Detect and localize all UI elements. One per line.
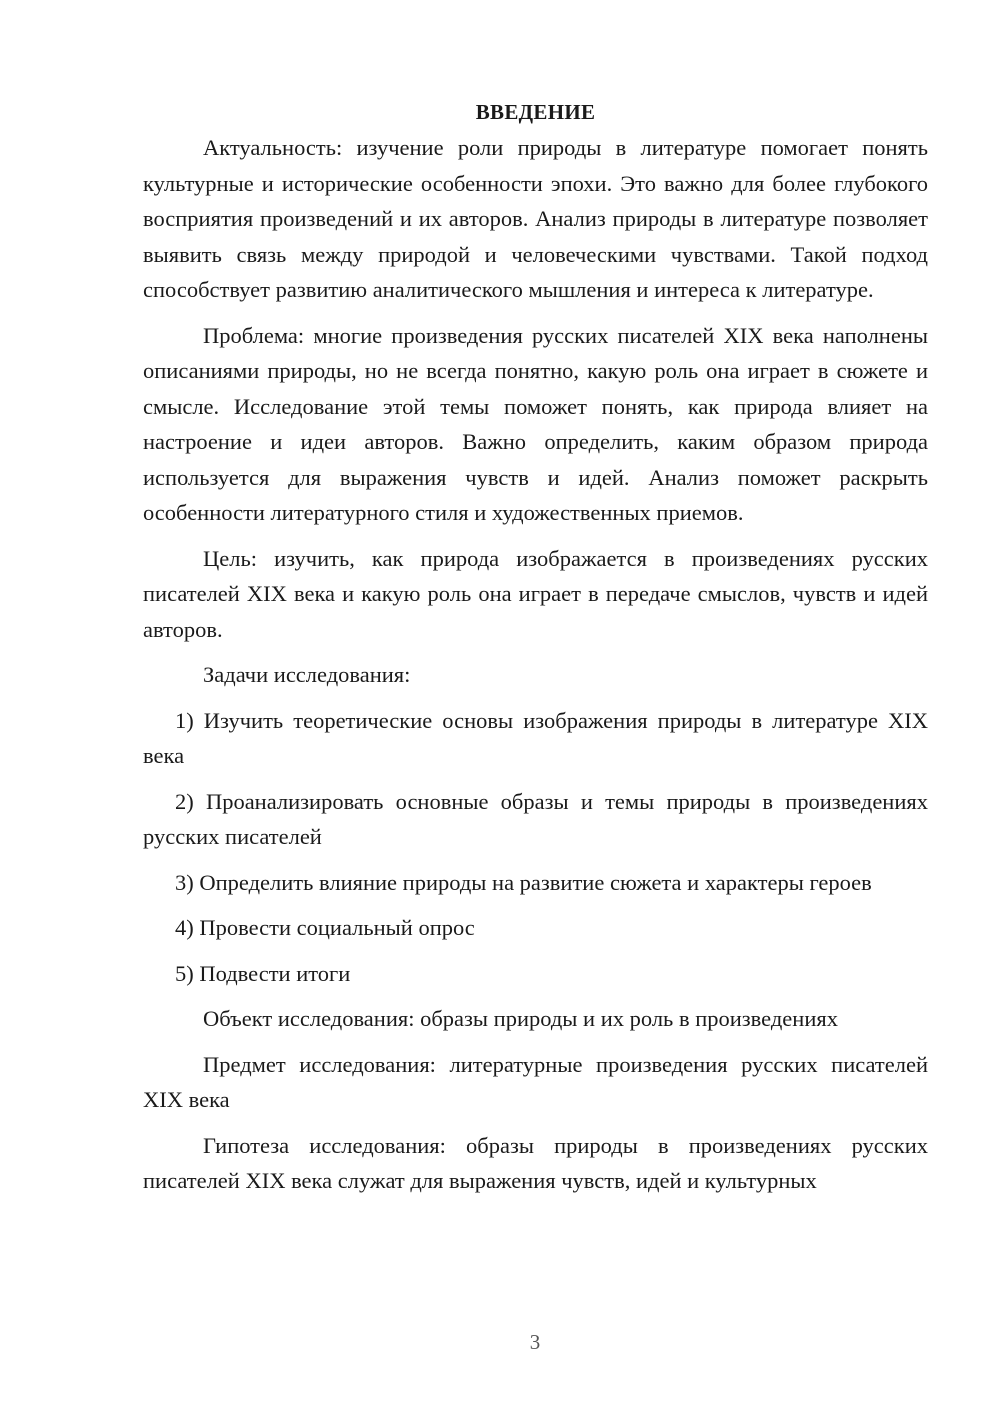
task-item-2: 2) Проанализировать основные образы и темы природы в произведениях русских писателей	[143, 788, 928, 849]
tasks-heading: Задачи исследования:	[203, 662, 411, 687]
task-item-4: 4) Провести социальный опрос	[175, 915, 475, 940]
task-item-3: 3) Определить влияние природы на развитие сюжета и характеры героев	[175, 869, 872, 895]
object-paragraph: Объект исследования: образы природы и их роль в произведениях	[203, 1006, 838, 1031]
page-number: 3	[529, 1330, 541, 1354]
section-title: ВВЕДЕНИЕ	[475, 100, 596, 124]
subject-paragraph: Предмет исследования: литературные произведения русских писателей XIX века	[143, 1051, 928, 1112]
goal-paragraph: Цель: изучить, как природа изображается в произведениях русских писателей XIX века и какую роль она играет в передаче смыслов, чувств и идей авторов.	[143, 545, 928, 642]
task-item-5: 5) Подвести итоги	[175, 960, 351, 986]
relevance-paragraph: Актуальность: изучение роли природы в литературе помогает понять культурные и исторические особенности эпохи. Это важно для более глубокого восприятия произведений и их авторов. Анализ природы в литературе позволяет выявить связь между природой и человеческими чувствами. Такой подход способствует развитию аналитического мышления и интереса к литературе.	[143, 135, 928, 302]
hypothesis-paragraph: Гипотеза исследования: образы природы в произведениях русских писателей XIX века служат для выражения чувств, идей и культурных	[143, 1132, 928, 1193]
problem-paragraph: Проблема: многие произведения русских писателей XIX века наполнены описаниями природы, но не всегда понятно, какую роль она играет в сюжете и смысле. Исследование этой темы поможет понять, как природа влияет на настроение и идеи авторов. Важно определить, каким образом природа используется для выражения чувств и идей. Анализ поможет раскрыть особенности литературного стиля и художественных приемов.	[143, 322, 928, 525]
task-item-1: 1) Изучить теоретические основы изображения природы в литературе XIX века	[143, 707, 928, 768]
document-page	[143, 95, 928, 1199]
